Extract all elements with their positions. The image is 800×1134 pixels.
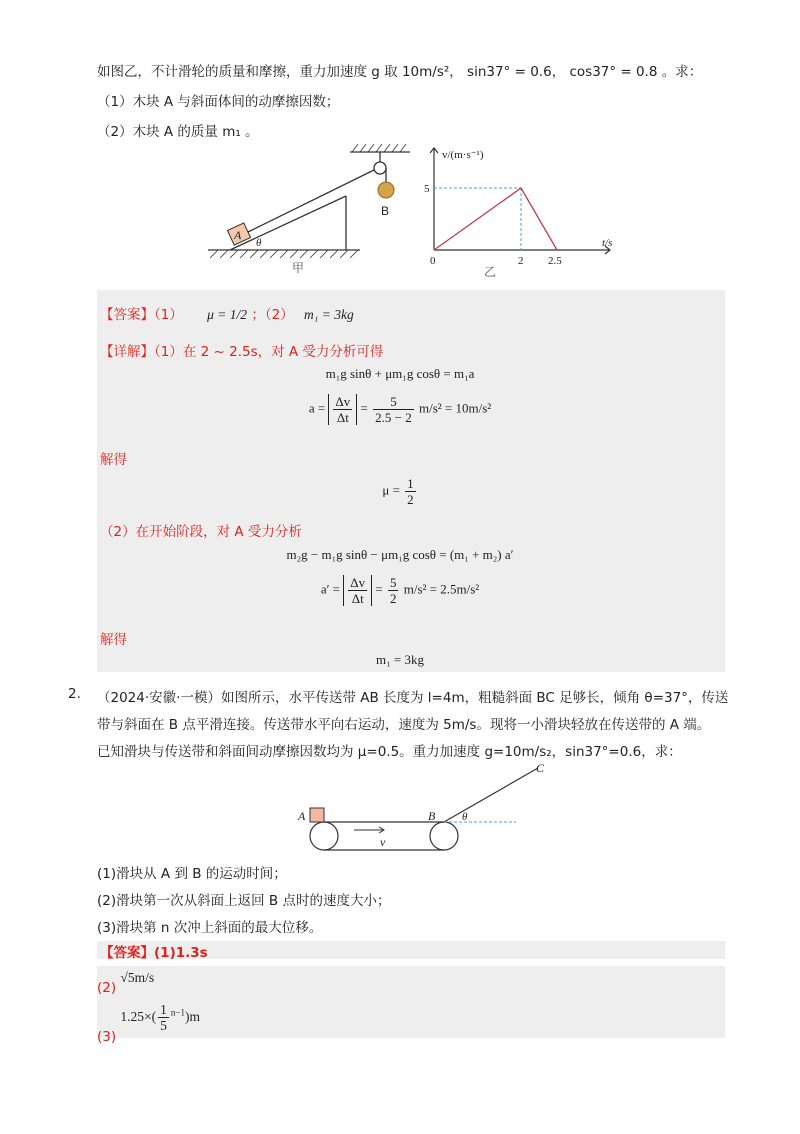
detail-part-2: （2）在开始阶段，对 A 受力分析 xyxy=(100,524,302,540)
slider-block xyxy=(310,808,324,822)
caption-yi: 乙 xyxy=(484,265,497,279)
eq-force-balance-2: m₂g − m₁g sinθ − μm₁g cosθ = (m₁ + m₂) a′ xyxy=(286,547,514,562)
caption-jia: 甲 xyxy=(292,261,305,275)
figure-conveyor xyxy=(290,760,550,855)
origin-label: 0 xyxy=(430,255,436,267)
problem2-question-3: (3)滑块第 n 次冲上斜面的最大位移。 xyxy=(97,920,323,936)
problem1-condition: 如图乙，不计滑轮的质量和摩擦，重力加速度 g 取 10m/s²， sin37° = 0.6， cos37° = 0.8 。求： xyxy=(97,64,703,80)
answer-geometric: 1.25×( $\frac{1}{5}$ $^{n-1}$)m xyxy=(120,1002,200,1033)
answer-sqrt5: √5m/s xyxy=(120,970,155,985)
x-tick-2-5: 2.5 xyxy=(548,255,562,267)
pulley xyxy=(374,162,386,174)
label-v: v xyxy=(380,835,386,849)
figure-yi-vt-graph xyxy=(420,140,620,280)
problem2-line-3: 已知滑块与传送带和斜面间动摩擦因数均为 μ=0.5。重力加速度 g=10m/s₂，sin37°=0.6，求： xyxy=(97,744,682,760)
problem1-question-1: （1）木块 A 与斜面体间的动摩擦因数； xyxy=(97,94,340,110)
label-point-a: A xyxy=(298,809,306,823)
y-tick-5: 5 xyxy=(424,183,430,195)
eq-m1-result: m₁ = 3kg xyxy=(376,652,424,667)
answer-sep: ；（2） xyxy=(251,307,294,323)
label-theta: θ xyxy=(256,237,262,249)
problem2-line-1: （2024·安徽·一模）如图所示，水平传送带 AB 长度为 l=4m，粗糙斜面 BC 足够长，倾角 θ=37°，传送 xyxy=(97,690,729,706)
problem2-answer-2-row: (2) √5m/s xyxy=(97,970,155,996)
eq-mu-result: μ = $\frac{1}{2}$ xyxy=(382,476,414,507)
label-theta-2: θ xyxy=(462,811,468,823)
ball-b xyxy=(378,182,394,198)
eq-acceleration-2: a′ = $\frac{\Delta v}{\Delta t}$ = $\frac{5}{2}$ m/s² = 2.5m/s² xyxy=(320,575,480,606)
answer-mu: μ = 1/2 xyxy=(207,307,248,322)
y-axis-label: v/(m·s⁻¹) xyxy=(442,149,484,161)
problem2-question-2: (2)滑块第一次从斜面上返回 B 点时的速度大小； xyxy=(97,893,391,909)
x-axis-label: t/s xyxy=(602,237,613,249)
answer-label: 【答案】（1） xyxy=(100,307,183,323)
solve-label-1: 解得 xyxy=(100,452,127,468)
slope-bc xyxy=(444,768,538,822)
answer-1-row xyxy=(100,303,354,323)
label-point-c: C xyxy=(536,761,545,775)
label-b: B xyxy=(381,204,390,218)
answer-m1: m₁ = 3kg xyxy=(303,307,354,322)
figure-jia-incline xyxy=(200,140,430,280)
problem2-number: 2. xyxy=(68,686,81,702)
problem2-line-2: 带与斜面在 B 点平滑连接。传送带水平向右运动，速度为 5m/s。现将一小滑块轻放在传送带的 A 端。 xyxy=(97,717,711,733)
x-tick-2: 2 xyxy=(518,255,524,267)
label-point-b: B xyxy=(428,809,436,823)
problem2-question-1: (1)滑块从 A 到 B 的运动时间； xyxy=(97,866,287,882)
solve-label-2: 解得 xyxy=(100,632,127,648)
eq-force-balance-1: m₁g sinθ + μm₁g cosθ = m₁a xyxy=(325,366,475,381)
problem1-question-2: （2）木块 A 的质量 m₁ 。 xyxy=(97,124,259,140)
vt-line xyxy=(434,188,557,250)
eq-acceleration-1: a = $\frac{\Delta v}{\Delta t}$ = $\frac{5}{2.5 - 2}$ m/s² = 10m/s² xyxy=(308,394,492,425)
label-a: A xyxy=(234,228,242,242)
detail-label: 【详解】（1）在 2 ~ 2.5s，对 A 受力分析可得 xyxy=(100,344,384,360)
problem2-answer-1: 【答案】(1)1.3s xyxy=(100,945,208,961)
problem2-answer-3-row: (3) 1.25×( $\frac{1}{5}$ $^{n-1}$)m xyxy=(97,1002,200,1045)
